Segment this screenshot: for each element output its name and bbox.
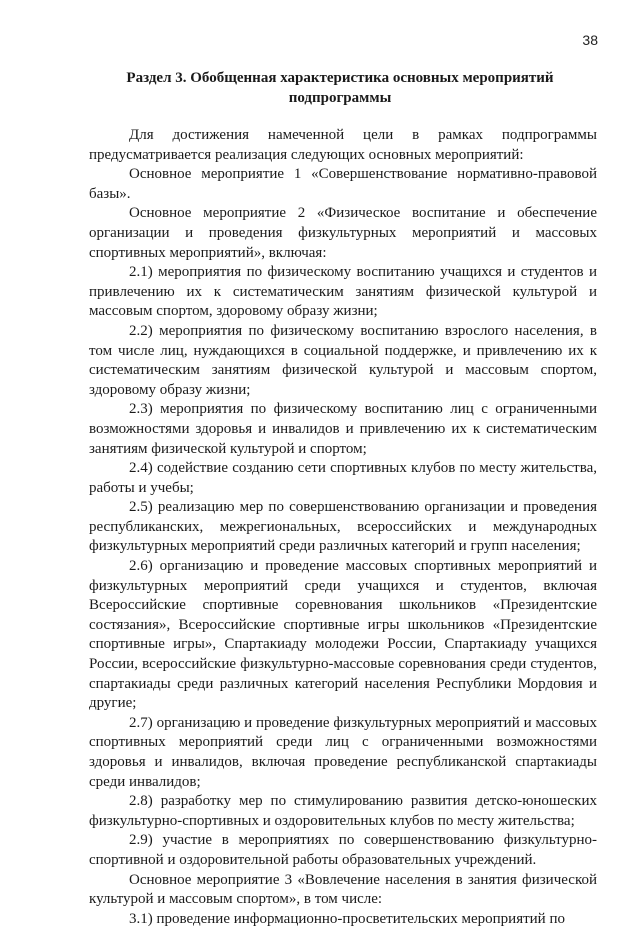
paragraph-item-2-6: 2.6) организацию и проведение массовых спортивных мероприятий и физкультурных мероприятий среди учащихся и студентов, включая Всероссийские спортивные соревнования школьников «Президентские состязания», Всероссийские спортивные игры школьников «Президентские спортивные игры», Спартакиаду молодежи России, Спартакиаду учащихся России, всероссийские физкультурно-массовые соревнования среди студентов, спартакиады среди различных категорий населения Республики Мордовия и другие; — [89, 558, 597, 712]
paragraph-item-2-9: 2.9) участие в мероприятиях по совершенствованию физкультурно-спортивной и оздоровительной работы образовательных учреждений. — [89, 832, 597, 868]
paragraph-measure-3: Основное мероприятие 3 «Вовлечение населения в занятия физической культурой и массовым спортом», в том числе: — [89, 871, 597, 908]
paragraph-item-2-7: 2.7) организацию и проведение физкультурных мероприятий и массовых спортивных мероприятий среди лиц с ограниченными возможностями здоровья и инвалидов, включая проведение республиканской спартакиады среди инвалидов; — [89, 714, 597, 790]
body-text — [89, 126, 597, 929]
paragraph-item-2-3: 2.3) мероприятия по физическому воспитанию лиц с ограниченными возможностями здоровья и инвалидов и привлечению их к систематическим занятиям физической культурой и спортом; — [89, 401, 597, 457]
paragraph-item-3-1: 3.1) проведение информационно-просветительских мероприятий по — [129, 910, 565, 927]
paragraph-item-2-5: 2.5) реализацию мер по совершенствованию организации и проведения республиканских, межрегиональных, всероссийских и международных физкультурных мероприятий среди различных категорий и групп населения; — [89, 499, 597, 555]
paragraph-item-2-1: 2.1) мероприятия по физическому воспитанию учащихся и студентов и привлечению их к систематическим занятиям физической культурой и массовым спортом, здоровому образу жизни; — [89, 264, 597, 320]
section-title: Раздел 3. Обобщенная характеристика основных мероприятий подпрограммы — [126, 70, 554, 106]
paragraph-measure-1: Основное мероприятие 1 «Совершенствование нормативно-правовой базы». — [89, 166, 597, 202]
paragraph-item-2-8: 2.8) разработку мер по стимулированию развития детско-юношеских физкультурно-спортивных и оздоровительных клубов по месту жительства; — [89, 793, 597, 829]
paragraph-item-2-2: 2.2) мероприятия по физическому воспитанию взрослого населения, в том числе лиц, нуждающихся в социальной поддержке, и привлечению их к систематическим занятиям физической культурой и массовым спортом, здоровому образу жизни; — [89, 322, 597, 398]
page-number: 38 — [582, 32, 598, 48]
paragraph-intro: Для достижения намеченной цели в рамках подпрограммы предусматривается реализация следующих основных мероприятий: — [89, 127, 597, 163]
paragraph-item-2-4: 2.4) содействие созданию сети спортивных клубов по месту жительства, работы и учебы; — [89, 460, 597, 496]
paragraph-measure-2: Основное мероприятие 2 «Физическое воспитание и обеспечение организации и проведения физкультурных мероприятий и массовых спортивных мероприятий», включая: — [89, 205, 597, 261]
